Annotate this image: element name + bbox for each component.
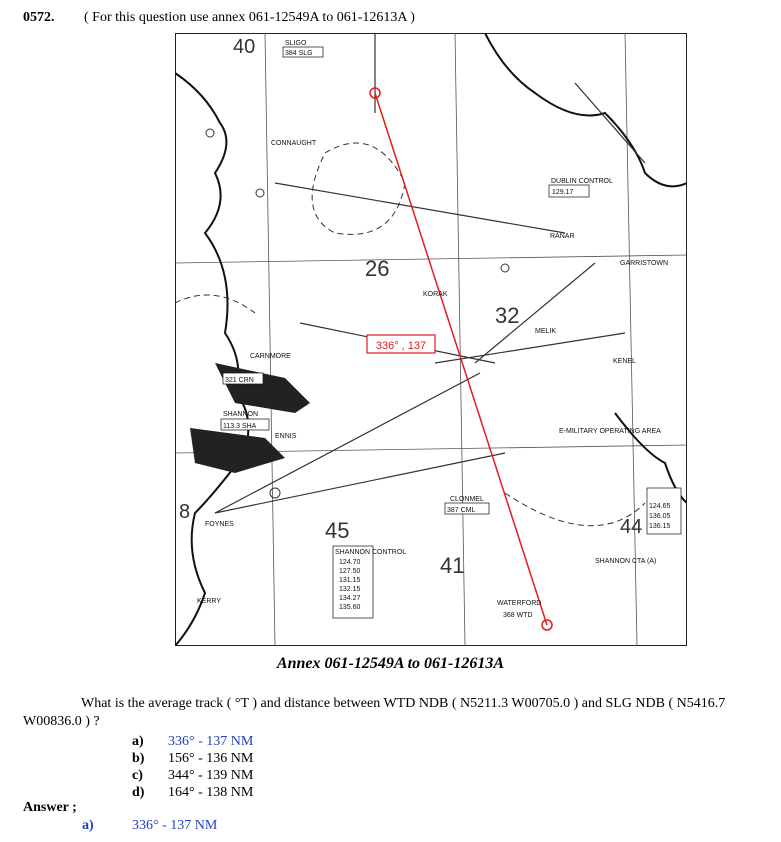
map-label: 129.17 [552, 189, 574, 196]
map-label: GARRISTOWN [620, 260, 669, 267]
answer-heading: Answer ; [23, 800, 77, 815]
map-label: DUBLIN CONTROL [551, 178, 613, 185]
map-label: MELIK [535, 328, 557, 335]
map-caption: Annex 061-12549A to 061-12613A [276, 655, 505, 672]
map-label: SLIGO [285, 40, 307, 47]
map-label: KORAK [423, 291, 448, 298]
option-a[interactable] [132, 733, 253, 750]
options-list [132, 733, 253, 801]
area-number: 41 [440, 553, 465, 578]
map-label: 384 SLG [285, 50, 313, 57]
option-text: 336° - 137 NM [168, 734, 254, 749]
map-label: CLONMEL [450, 496, 484, 503]
option-text: 164° - 138 NM [168, 785, 254, 800]
map-label: FOYNES [205, 521, 234, 528]
map-label: RANAR [550, 233, 575, 240]
map-label: 135.60 [339, 604, 361, 611]
map-label: SHANNON CONTROL [335, 549, 407, 556]
option-label: a) [132, 734, 144, 749]
map-label: 127.50 [339, 568, 361, 575]
option-label: c) [132, 768, 143, 783]
answer-label: a) [82, 818, 94, 833]
question-header: ( For this question use annex 061-12549A to 061-12613A ) [84, 10, 415, 25]
option-label: d) [132, 785, 145, 800]
map-label: 134.27 [339, 595, 361, 602]
map-label: 113.3 SHA [223, 423, 257, 430]
track-answer-box: 336° , 137 [375, 340, 427, 352]
option-label: b) [132, 751, 145, 766]
option-d[interactable] [132, 784, 253, 801]
map-label: E-MILITARY OPERATING AREA [559, 428, 661, 435]
area-number: 26 [365, 256, 390, 281]
map-label: 124.65 [649, 503, 671, 510]
area-number: 40 [233, 36, 256, 58]
question-number: 0572. [23, 10, 55, 25]
chart-map [175, 33, 687, 646]
area-number: 8 [179, 501, 191, 523]
question-text: What is the average track ( °T ) and distance between WTD NDB ( N5211.3 W00705.0 ) and SLG NDB ( N5416.7 W00836.0 ) ? [23, 696, 726, 729]
map-label: 321 CRN [225, 377, 254, 384]
map-label: 387 CML [447, 507, 476, 514]
map-label: 132.15 [339, 586, 361, 593]
map-label: 136.15 [649, 523, 671, 530]
map-label: 368 WTD [503, 612, 533, 619]
answer-text: 336° - 137 NM [132, 818, 218, 833]
map-label: ENNIS [275, 433, 297, 440]
option-b[interactable] [132, 750, 253, 767]
map-label: 124.70 [339, 559, 361, 566]
option-text: 344° - 139 NM [168, 768, 254, 783]
map-label: KERRY [197, 598, 221, 605]
map-label: CONNAUGHT [271, 140, 317, 147]
map-label: 131.15 [339, 577, 361, 584]
map-label: KENEL [613, 358, 636, 365]
map-label: CARNMORE [250, 353, 291, 360]
area-number: 45 [325, 518, 350, 543]
area-number: 32 [495, 303, 520, 328]
map-label: WATERFORD [497, 600, 542, 607]
map-label: 136.05 [649, 513, 671, 520]
option-c[interactable] [132, 767, 253, 784]
option-text: 156° - 136 NM [168, 751, 254, 766]
area-number: 44 [620, 516, 643, 538]
map-label: SHANNON [223, 411, 259, 418]
map-label: SHANNON CTA (A) [595, 558, 657, 565]
